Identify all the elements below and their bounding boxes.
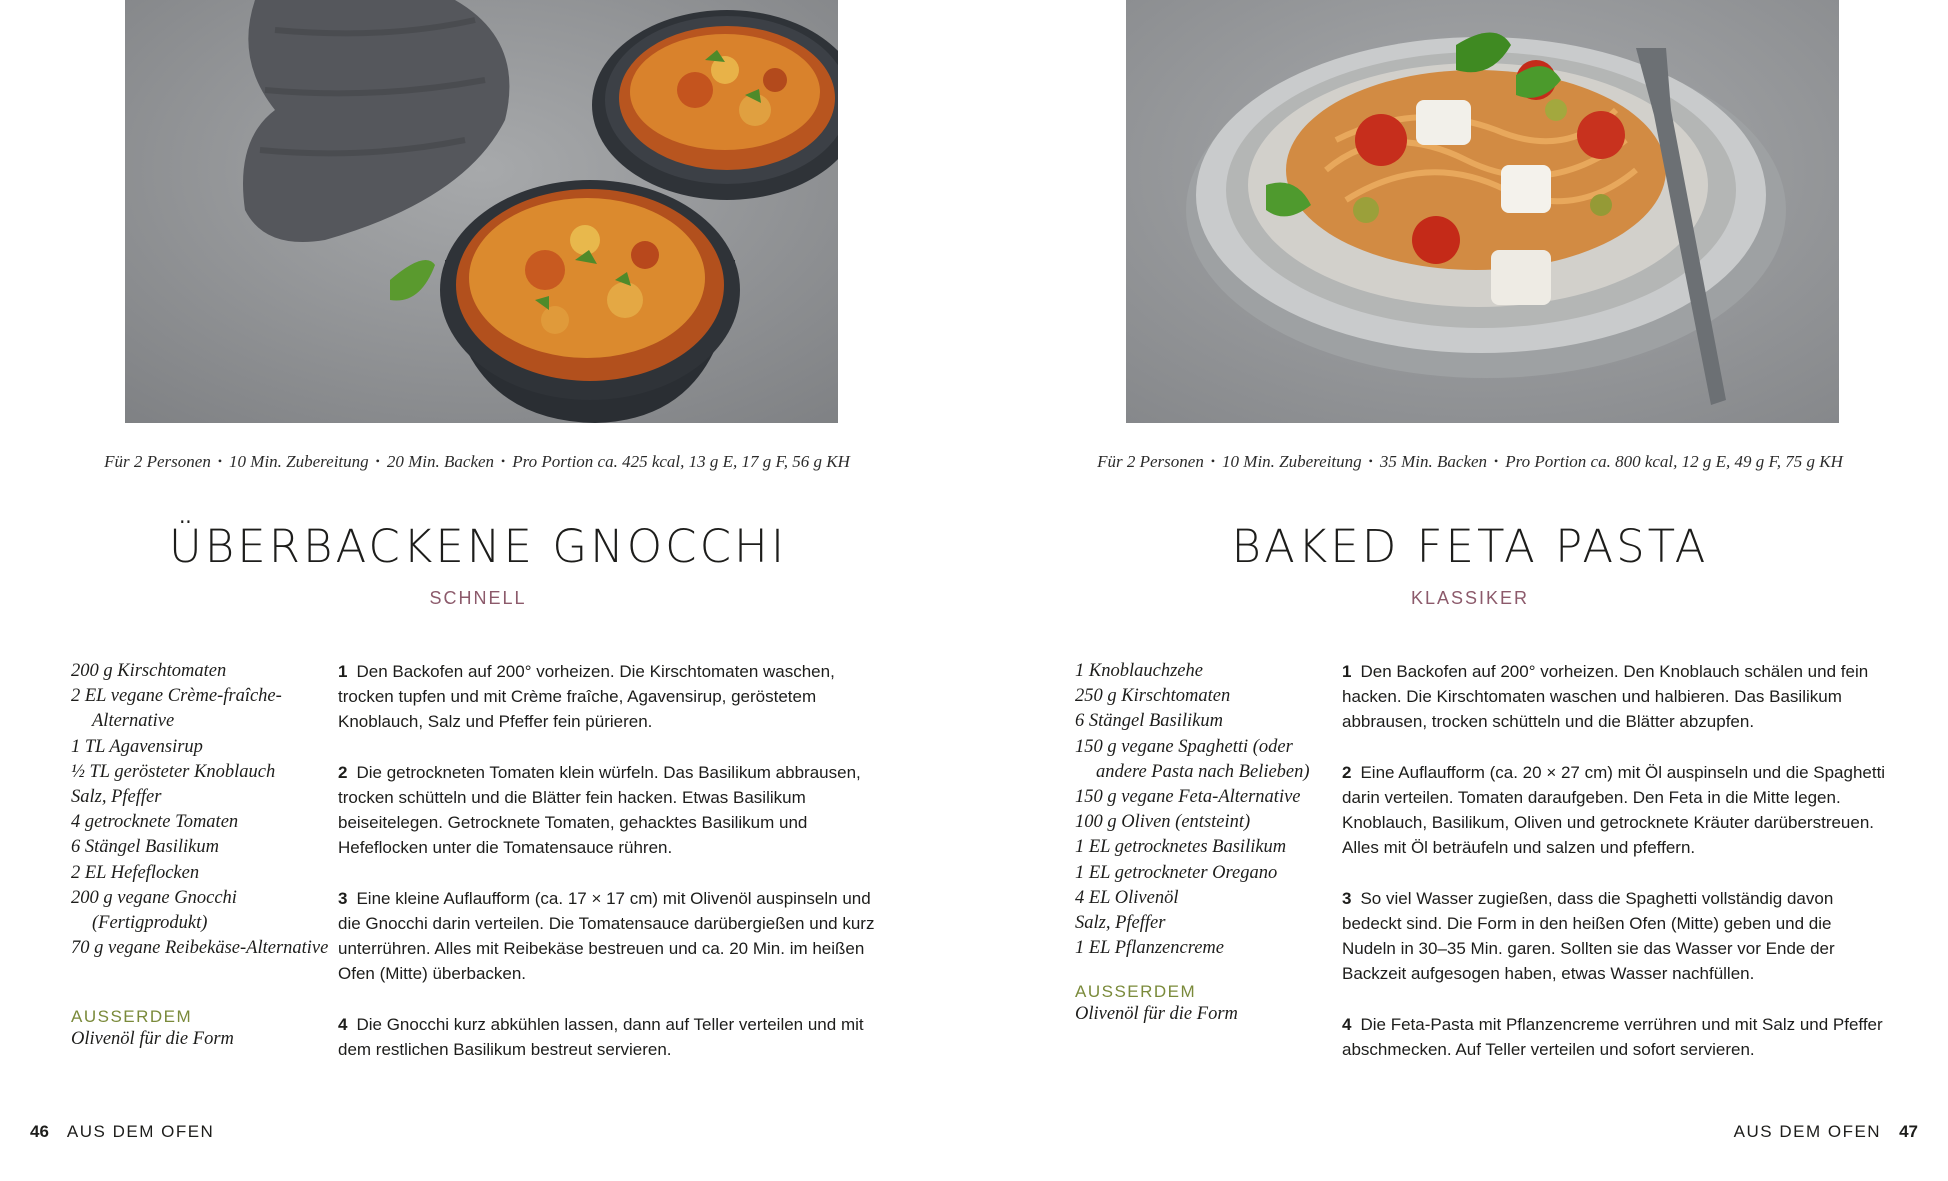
- gnocchi-photo-icon: [125, 0, 838, 423]
- extras-item: Olivenöl für die Form: [71, 1029, 234, 1049]
- step-number: 3: [338, 888, 348, 908]
- ingredient-item: 200 g Kirschtomaten: [71, 661, 227, 681]
- nutrition: Pro Portion ca. 800 kcal, 12 g E, 49 g F, 75 g KH: [1505, 452, 1843, 471]
- ingredient-item: 1 EL getrocknetes Basilikum: [1075, 837, 1287, 858]
- section-name: AUS DEM OFEN: [1733, 1122, 1882, 1141]
- step-item: [338, 760, 883, 861]
- step-item: [338, 659, 883, 735]
- step-number: 4: [338, 1014, 348, 1034]
- ingredient-item: 150 g vegane Spaghetti (oder andere Pasta nach Belieben): [1075, 736, 1310, 782]
- step-item: [1342, 886, 1887, 987]
- step-number: 2: [338, 762, 348, 782]
- bullet-icon: •: [375, 454, 380, 468]
- recipe-title: BAKED FETA PASTA: [1231, 520, 1709, 573]
- ingredient-item: 1 EL getrockneter Oregano: [1075, 862, 1278, 883]
- ingredient-item: 6 Stängel Basilikum: [71, 837, 219, 858]
- ingredient-list: [1075, 659, 1335, 961]
- recipe-category: KLASSIKER: [1410, 588, 1530, 608]
- ingredient-item: 2 EL Hefeflocken: [71, 862, 200, 883]
- step-text: Den Backofen auf 200° vorheizen. Den Knoblauch schälen und fein hacken. Die Kirschtomaten waschen und halbieren. Das Basilikum abbrausen, trocken schütteln und die Blätter abzupfen.: [1342, 662, 1869, 732]
- ingredient-item: 100 g Oliven (entsteint): [1075, 812, 1251, 833]
- ingredient-item: Salz, Pfeffer: [1075, 913, 1166, 934]
- ingredient-item: 250 g Kirschtomaten: [1075, 686, 1231, 707]
- gnocchi-photo: [125, 0, 838, 423]
- recipe-title: ÜBERBACKENE GNOCCHI: [168, 520, 788, 573]
- step-item: [1342, 659, 1887, 735]
- feta-pasta-photo: [1126, 0, 1839, 423]
- step-number: 4: [1342, 1014, 1352, 1034]
- step-number: 3: [1342, 888, 1352, 908]
- extras-block: [71, 1007, 331, 1052]
- ingredient-item: 1 EL Pflanzencreme: [1075, 938, 1225, 959]
- ingredient-item: 150 g vegane Feta-Alternative: [1075, 787, 1301, 808]
- step-item: [1342, 1012, 1887, 1062]
- page-footer: [1734, 1122, 1918, 1142]
- ingredient-item: Salz, Pfeffer: [71, 787, 162, 808]
- ingredient-item: 1 TL Agavensirup: [71, 736, 203, 757]
- bullet-icon: •: [1210, 454, 1216, 468]
- nutrition: Pro Portion ca. 425 kcal, 13 g E, 17 g F, 56 g KH: [512, 452, 850, 471]
- step-item: [1342, 760, 1887, 861]
- right-page: [974, 0, 1948, 1181]
- servings: Für 2 Personen: [104, 452, 211, 471]
- bake-time: 35 Min. Backen: [1379, 452, 1488, 471]
- ingredient-item: 2 EL vegane Crème-fraîche-Alternative: [71, 686, 282, 732]
- step-text: Eine kleine Auflaufform (ca. 17 × 17 cm) mit Olivenöl auspinseln und die Gnocchi darin verteilen. Die Tomatensauce darübergießen und kurz unterrühren. Alles mit Reibekäse bestreuen und ca. 20 Min. im heißen Ofen (Mitte) überbacken.: [338, 888, 875, 984]
- bullet-icon: •: [1368, 454, 1373, 468]
- step-item: [338, 886, 883, 987]
- ingredient-item: 70 g vegane Reibekäse-Alternative: [71, 938, 329, 959]
- bake-time: 20 Min. Backen: [386, 452, 495, 471]
- extras-heading: AUSSERDEM: [71, 1007, 193, 1026]
- step-item: [338, 1012, 883, 1062]
- step-text: Die Gnocchi kurz abkühlen lassen, dann auf Teller verteilen und mit dem restlichen Basilikum bestreut servieren.: [338, 1014, 864, 1059]
- step-text: So viel Wasser zugießen, dass die Spaghetti vollständig davon bedeckt sind. Die Form in den heißen Ofen (Mitte) geben und die Nudeln in 30–35 Min. garen. Sollten sie das Wasser vor Ende der Backzeit aufgesogen haben, etwas Wasser nachfüllen.: [1342, 888, 1835, 984]
- recipe-category: SCHNELL: [429, 588, 527, 608]
- step-number: 1: [338, 662, 348, 681]
- ingredient-item: 200 g vegane Gnocchi (Fertigprodukt): [71, 887, 237, 934]
- step-text: Eine Auflaufform (ca. 20 × 27 cm) mit Öl auspinseln und die Spaghetti darin verteilen. Tomaten daraufgeben. Den Feta in die Mitte legen. Knoblauch, Basilikum, Oliven und getrocknete Kräuter darüberstreuen. Alles mit Öl beträufeln und salzen und pfeffern.: [1342, 762, 1886, 858]
- page-number: 47: [1899, 1122, 1918, 1141]
- servings: Für 2 Personen: [1097, 452, 1204, 471]
- extras-heading: AUSSERDEM: [1075, 982, 1197, 1001]
- ingredient-list: [71, 659, 331, 961]
- ingredient-item: 4 EL Olivenöl: [1075, 887, 1179, 908]
- bullet-icon: •: [501, 454, 506, 468]
- ingredient-item: 1 Knoblauchzehe: [1075, 661, 1203, 681]
- page-footer: [30, 1122, 214, 1142]
- step-list: [338, 659, 883, 1087]
- ingredient-item: 4 getrocknete Tomaten: [71, 812, 239, 833]
- recipe-meta: [0, 452, 955, 472]
- feta-pasta-photo-icon: [1126, 0, 1839, 423]
- ingredient-item: ½ TL gerösteter Knoblauch: [71, 761, 276, 782]
- extras-item: Olivenöl für die Form: [1075, 1004, 1238, 1024]
- prep-time: 10 Min. Zubereitung: [229, 452, 369, 471]
- step-text: Den Backofen auf 200° vorheizen. Die Kirschtomaten waschen, trocken tupfen und mit Crème fraîche, Agavensirup, geröstetem Knoblauch, Salz und Pfeffer fein pürieren.: [338, 662, 835, 732]
- recipe-meta: [992, 452, 1948, 472]
- ingredient-item: 6 Stängel Basilikum: [1075, 711, 1223, 732]
- section-name: AUS DEM OFEN: [66, 1122, 215, 1141]
- prep-time: 10 Min. Zubereitung: [1222, 452, 1362, 471]
- page-number: 46: [30, 1122, 49, 1141]
- step-text: Die getrockneten Tomaten klein würfeln. Das Basilikum abbrausen, trocken schütteln und die Blätter fein hacken. Etwas Basilikum beiseitelegen. Getrocknete Tomaten, gehacktes Basilikum und Hefeflocken unter die Tomatensauce rühren.: [338, 762, 861, 858]
- step-number: 2: [1342, 762, 1352, 782]
- step-text: Die Feta-Pasta mit Pflanzencreme verrühren und mit Salz und Pfeffer abschmecken. Auf Teller verteilen und sofort servieren.: [1342, 1014, 1883, 1059]
- extras-block: [1075, 982, 1335, 1027]
- bullet-icon: •: [217, 454, 223, 468]
- bullet-icon: •: [1494, 454, 1499, 468]
- step-number: 1: [1342, 662, 1352, 681]
- step-list: [1342, 659, 1887, 1087]
